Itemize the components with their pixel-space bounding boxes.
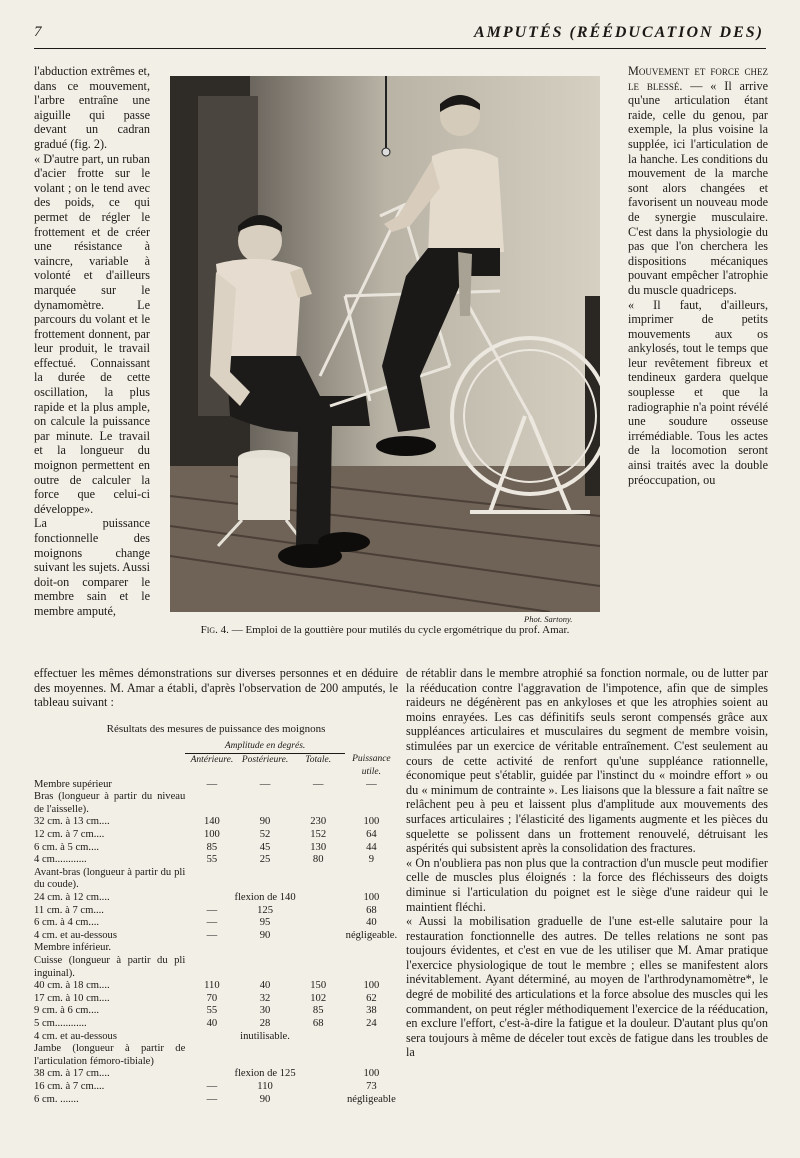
table-row [34,829,398,842]
row-cell: 80 [312,854,324,866]
row-cell [185,867,238,892]
row-cell: 30 [259,1005,271,1017]
row-cell: — [259,778,271,790]
left-paragraph-3: La puissance fonctionnelle des moignons change suivant les sujets. Aussi doit-on comparer le membre sain et le membre amputé, [34,516,150,618]
row-cell: 150 [310,980,327,992]
right-paragraph-1: — « Il arrive qu'une articulation étant raide, celle du genou, par exemple, la plus voisine la supplée, ici l'articulation de la hanche. Les conditions du mouvement de la marche sont alors changées et favorisent un nouveau mode de synergie musculaire. C'est dans la physiologie du pas que l'on cherchera les dispositions mécaniques pouvant empêcher l'atrophie du muscle quadriceps. [628,78,768,297]
table-row [34,1031,398,1044]
row-cell [185,942,238,955]
row-cell [238,955,291,980]
table-row [34,955,398,980]
row-cell [238,1043,291,1068]
row-label: 4 cm. et au-dessous [34,929,117,941]
photo-credit: Phot. Sartony. [524,614,573,624]
row-label: 12 cm. à 7 cm.... [34,829,105,841]
row-label: 24 cm. à 12 cm.... [34,892,110,903]
row-cell: 68 [312,1017,324,1029]
row-label: Avant-bras (longueur à partir du pli du coude). [34,866,186,891]
caption-text: — Emploi de la gouttière pour mutilés du cycle ergométrique du prof. Amar. [231,624,570,636]
row-cell: 70 [206,992,218,1004]
row-cell [238,867,291,892]
header-anterieure: Antérieure. [190,754,234,765]
table-row [34,892,398,905]
row-label: Membre inférieur. [34,942,112,954]
left-column [34,64,150,619]
row-label: Bras (longueur à partir du niveau de l'aisselle). [34,791,186,815]
row-cell [345,1043,398,1068]
table-row [34,1081,398,1094]
row-cell: 40 [366,917,377,929]
table-row [34,791,398,816]
row-cell: — [206,1080,218,1092]
table-row [34,779,398,792]
row-cell [185,955,238,980]
row-cell: 40 [259,980,271,992]
row-cell: 55 [206,1005,218,1017]
row-cell: 68 [366,904,377,916]
row-cell [238,791,291,816]
row-cell: — [206,917,218,929]
row-cell: 55 [206,854,218,866]
header-totale: Totale. [305,754,332,765]
row-label: Jambe (longueur à partir de l'articulation fémoro-tibiale) [34,1043,186,1067]
row-label: 6 cm. à 5 cm.... [34,841,100,853]
table-row [34,1018,398,1031]
row-cell: négligeable. [345,929,398,941]
row-cell: 100 [363,980,380,992]
row-label: 4 cm. et au-dessous [34,1030,117,1042]
row-cell: 24 [366,1017,377,1029]
table-row [34,1005,398,1018]
row-cell [292,917,345,930]
row-cell [292,955,345,980]
table-row [34,993,398,1006]
row-cell: 64 [366,829,377,841]
row-cell [292,1094,345,1107]
row-cell [345,955,398,980]
row-cell: — [206,778,218,790]
row-cell: 130 [310,841,327,853]
row-cell: — [366,778,377,790]
row-cell: 85 [312,1005,324,1017]
caption-label: Fig. 4. [200,624,229,636]
row-cell [292,867,345,892]
photo-illustration [170,76,600,612]
running-head: AMPUTÉS (RÉÉDUCATION DES) [473,24,764,41]
row-label: 9 cm. à 6 cm.... [34,1005,100,1017]
row-cell: 38 [366,1005,377,1017]
row-cell: 100 [363,816,380,828]
row-cell: 52 [259,829,271,841]
left-paragraph-1: l'abduction extrêmes et, dans ce mouvement, l'arbre entraîne une aiguille qui passe devant un cadran gradué (fig. 2). [34,64,150,151]
row-cell: 62 [366,992,377,1004]
table-row [34,930,398,943]
row-cell: 90 [259,1093,271,1105]
row-cell: — [206,1093,218,1105]
row-label: 38 cm. à 17 cm.... [34,1068,110,1080]
row-cell [292,942,345,955]
header-posterieure: Postérieure. [241,754,289,765]
row-label: 40 cm. à 18 cm.... [34,980,110,992]
row-cell: 95 [259,917,271,929]
row-cell: 140 [203,816,220,828]
table-row [34,980,398,993]
table-row [34,905,398,918]
results-table [34,740,398,1106]
group-header: Amplitude en degrés. [185,740,344,753]
table-title: Résultats des mesures de puissance des moignons [106,722,326,735]
row-label: Cuisse (longueur à partir du pli inguinal). [34,954,186,979]
row-cell [292,1081,345,1094]
row-label: 6 cm. ....... [34,1093,79,1105]
row-cell: 102 [310,992,327,1004]
row-label: Membre supérieur [34,778,112,790]
row-cell [345,791,398,816]
row-cell: 44 [366,841,377,853]
row-span-cell: flexion de 125 [234,1068,296,1080]
row-cell: 100 [363,892,380,903]
table-row [34,854,398,867]
bottom-right-paragraph-3: « Aussi la mobilisation graduelle de l'une est-elle salutaire pour la restauration fonctionnelle des autres. De telles relations ne sont pas toujours évidentes, et c'est en vue de les utiliser que M. Amar pratique l'exercice physiologique de tout le membre ; elles se manifestent alors inévitablement. Ayant déterminé, au moyen de l'arthrodynamomètre*, le degré de mobilité des articulations et la force absolue des muscles qui les commandent, on peut régler méthodiquement l'exercice de la rééducation, en exclure l'effort, c'est-à-dire la fatigue et la douleur. D'autant plus qu'on sera toujours à même de déceler tout excès de fatigue dans les troubles de la [406,914,768,1060]
row-label: 5 cm............ [34,1017,87,1029]
bottom-right-paragraph-1: de rétablir dans le membre atrophié sa fonction normale, ou de lutter par la rééducation contre l'aggravation de l'impotence, afin que de simples raideurs ne dégénèrent pas en ankyloses et que les atrophies soient au moins enrayées. Les cas définitifs seuls seront compensés grâce aux suppléances articulaires et musculaires du segment de membre voisin, stimulées par un exercice de véritable entraînement. C'est seulement au cours de cette activité de renfort qu'une suppléance rationnelle, économique peut s'établir, guidée par l'instinct du « moindre effort » ou du « minimum de contrainte ». Les liaisons que la blessure a fait naître se relâchent peu à peu et laissent plus d'amplitude aux mouvements des surfaces articulaires ; l'élasticité des ligaments augmente et les pièces du squelette se polissent dans un frottement renouvelé, détruisant les aspérités qui subsistent après la consolidation des fractures. [406,666,768,856]
table-row [34,867,398,892]
row-cell: 25 [259,854,271,866]
row-label: 11 cm. à 7 cm.... [34,904,104,916]
row-cell [292,1043,345,1068]
bottom-left-column [34,666,398,1106]
table-row [34,942,398,955]
row-cell [185,1043,238,1068]
section-heading: Mouvement et force chez le blessé. [628,64,768,93]
row-cell: 28 [259,1017,271,1029]
row-cell [292,905,345,918]
table-header-row [34,753,398,778]
bottom-right-paragraph-2: « On n'oubliera pas non plus que la contraction d'un muscle peut modifier celle de muscles plus éloignés : la force des fléchisseurs des doigts diminue si l'articulation du poignet est le siège d'une raideur qui le maintient fléchi. [406,855,768,914]
row-cell: 152 [310,829,327,841]
header-puissance: Puissance utile. [352,754,391,778]
left-paragraph-2: « D'autre part, un ruban d'acier frotte sur le volant ; on le tend avec des poids, ce qui permet de régler le frottement et de créer une résistance à vaincre, variable à volonté et d'ailleurs marquée sur le dynamomètre. Le parcours du volant et le frottement donnent, par leur produit, le travail effectué. Connaissant la durée de cette oscillation, la plus rapide et la plus ample, on calcule la puissance par minute. Le travail et la longueur du moignon permettent en outre de calculer la force que celui-ci développe». [34,151,150,516]
table-row [34,1094,398,1107]
row-cell: 32 [259,992,271,1004]
row-cell [345,942,398,955]
row-cell: 73 [366,1080,377,1092]
row-cell [185,791,238,816]
bottom-right-column [406,666,768,1060]
row-cell: — [206,929,218,941]
row-cell: 9 [368,854,375,866]
row-cell: 110 [204,980,220,992]
table-row [34,1043,398,1068]
row-cell [238,942,291,955]
row-cell [292,930,345,943]
row-cell [345,867,398,892]
row-span-cell: flexion de 140 [234,892,296,903]
page-number: 7 [34,24,42,40]
row-cell: 100 [363,1068,380,1080]
table-intro: effectuer les mêmes démonstrations sur diverses personnes et en déduire des moyennes. M. Amar a établi, d'après l'observation de 200 amputés, le tableau suivant : [34,666,398,710]
row-cell: — [312,778,324,790]
row-cell: négligeable [346,1093,396,1105]
row-cell: 230 [310,816,327,828]
row-span-cell: inutilisable. [240,1030,290,1042]
table-row [34,816,398,829]
figure-photo [170,76,600,612]
row-cell: 85 [206,841,218,853]
row-label: 6 cm. à 4 cm.... [34,917,100,929]
row-cell: 125 [257,904,273,916]
table-row [34,917,398,930]
row-cell [292,791,345,816]
row-cell: 90 [259,929,271,941]
row-cell: — [206,904,218,916]
row-label: 4 cm............ [34,854,87,866]
table-row [34,842,398,855]
row-cell: 40 [206,1017,218,1029]
table-row [34,1068,398,1081]
right-paragraph-2: « Il faut, d'ailleurs, imprimer de petits mouvements aux os ankylosés, tout le temps que leur revêtement fibreux et tendineux gardera quelque souplesse et que la radiographie n'a point révélé une soudure osseuse irrémédiable. Tous les actes de la locomotion seront ainsi traités avec la double préoccupation, ou [628,297,768,487]
row-cell: 90 [259,816,271,828]
right-column [628,64,768,487]
row-cell: 45 [259,841,271,853]
figure-caption [170,624,600,637]
row-label: 17 cm. à 10 cm.... [34,992,110,1004]
row-label: 32 cm. à 13 cm.... [34,816,110,828]
row-cell: 110 [257,1080,273,1092]
row-cell: 100 [203,829,220,841]
row-label: 16 cm. à 7 cm.... [34,1080,105,1092]
page-header [34,22,766,49]
